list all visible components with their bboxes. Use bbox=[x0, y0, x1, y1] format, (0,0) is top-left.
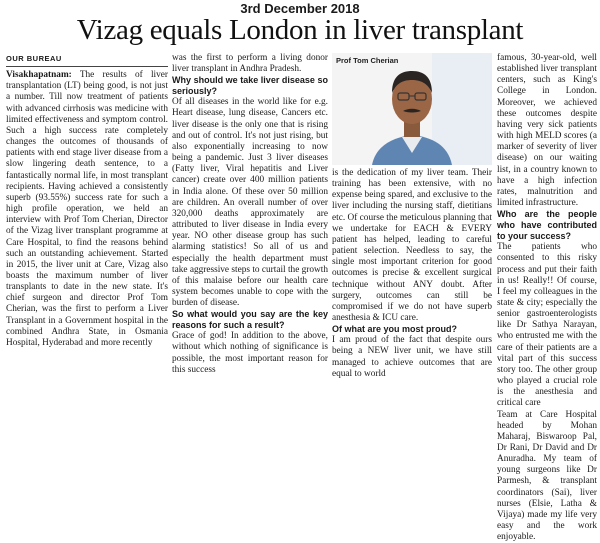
byline: OUR BUREAU bbox=[6, 53, 168, 67]
answer-4: The patients who consented to this risky process and put their faith in us! Really!! Of course, I feel my colleagues in the state & city; especially the senior gastroenterologists like Dr Sathya Narayan, who entrusted me with the care of their patients are a vital part of this success story too. The other group who played a crucial role is the anesthesia and critical care bbox=[497, 242, 597, 409]
publication-date: 3rd December 2018 bbox=[240, 1, 360, 16]
question-2: So what would you say are the key reasons for such a result? bbox=[172, 309, 328, 331]
portrait-photo bbox=[332, 53, 492, 165]
column-4-text: famous, 30-year-old, well established liver transplant centers, such as King's College in London. Moreover, we achieved these outcomes despite having very sick patients with high MELD scores (a marker of severity of liver disease) on our waiting list, in a country known to have a high infection rates, malnutrition and limited infrastructure. bbox=[497, 53, 597, 209]
headline: Vizag equals London in liver transplant bbox=[76, 14, 524, 46]
question-1: Why should we take liver disease so seriously? bbox=[172, 75, 328, 97]
answer-2: Grace of god! In addition to the above, without which nothing of significance is possible, the most important reason for this success bbox=[172, 331, 328, 375]
answer-3: I am proud of the fact that despite ours being a NEW liver unit, we have still managed to achieve outcomes that are equal to world bbox=[332, 335, 492, 379]
column-2-intro: was the first to perform a living donor liver transplant in Andhra Pradesh. bbox=[172, 53, 328, 75]
question-4: Who are the people who have contributed to your success? bbox=[497, 209, 597, 242]
article-column-4 bbox=[497, 53, 597, 543]
column-1-body bbox=[6, 70, 168, 349]
column-1-text: The results of liver transplantation (LT) being good, is not just a number. Till now treatment of patients with advanced cirrhosis was medicine with limited effectiveness and symptom control. Such a high success rate completely changes the outcomes of thousands of patients with end stage liver disease from a slow lingering death sentence, to a fantastically normal life, in most transplant recipients. Having achieved a consistently superb (93.55%) success rate for such a high profile operation, we held an interview with Prof Tom Cherian, Director of the Vizag liver transplant programme at Care Hospital, to find the reasons behind such an outstanding achievement. Started in 2015, the liver unit at Care, Vizag also boasts the maximum number of liver transplants to date in the new state. It's chief surgeon and director Prof Tom Cherian, was the first to perform a Liver Transplant in a Government hospital in the combined Andhra State, in Osmania Hospital, Hyderabad and more recently bbox=[6, 70, 168, 348]
answer-5: Team at Care Hospital headed by Mohan Maharaj, Biswaroop Pal, Dr Rani, Dr David and Dr Anuradha. My team of young surgeons like Dr Parmesh, & transplant coordinators (Sai), liver nurses (Elsie, Latha & Vijaya) made my life very easy and the work enjoyable. bbox=[497, 409, 597, 543]
answer-1: Of all diseases in the world like for e.g. Heart disease, lung disease, Cancers etc. liver disease is the only one that is rising and out of control. It's not just rising, but also exponentially increasing to now being a pandemic. Just 3 liver diseases (Fatty liver, Viral hepatitis and Liver cancer) create over 400 million patients in India alone. Of these over 50 million are children. An overall number of over 320,000 deaths approximately are attributed to liver disease in India every year. NO other disease group has such alarming statistics! So all of us and especially the health department must take aggressive steps to curtail the growth of this malaise before our health care system becomes unable to cope with the burden of disease. bbox=[172, 97, 328, 309]
article-column-1 bbox=[6, 53, 168, 349]
article-column-3 bbox=[332, 168, 492, 380]
portrait-illustration bbox=[332, 53, 492, 165]
photo-caption: Prof Tom Cherian bbox=[336, 56, 399, 65]
dateline: Visakhapatnam: bbox=[6, 70, 72, 81]
column-3-text: is the dedication of my liver team. Their training has been extensive, with no expense being spared, and exclusive to the liver including the nursing staff, dietitians etc. Of course the meticulous planning that we undertake for EACH & EVERY patient has helped, leading to careful patient selection. Needless to say, the single most important criterion for good outcomes is precise & excellent surgical technique without ANY doubt. After surgery, outcomes can still be compromised if we do not have superb anesthesia & ICU care. bbox=[332, 168, 492, 324]
article-column-2 bbox=[172, 53, 328, 376]
question-3: Of what are you most proud? bbox=[332, 324, 458, 335]
